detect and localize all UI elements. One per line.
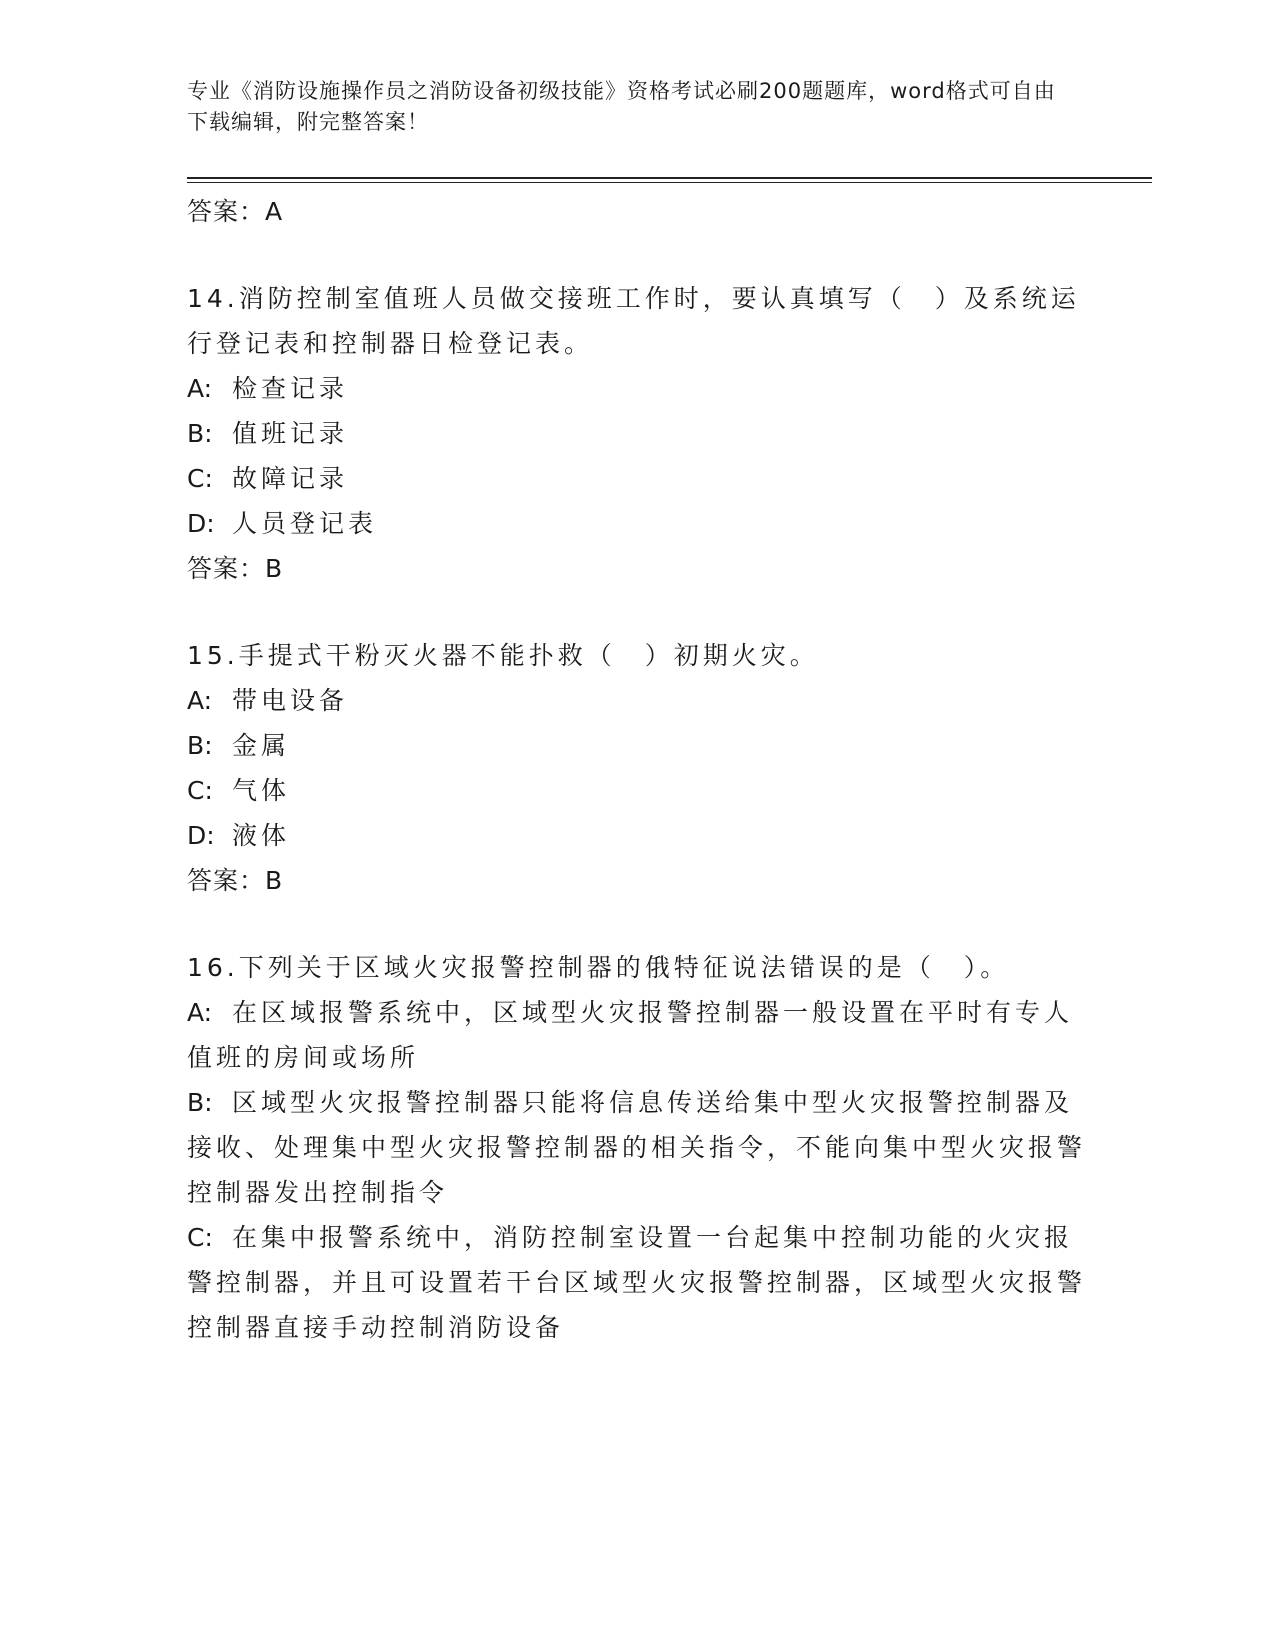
question-16 (187, 945, 1087, 1350)
question-14 (187, 276, 1087, 591)
answer-label: 答案：B (187, 866, 284, 895)
option-c (187, 1215, 1087, 1350)
option-letter: C: (187, 464, 213, 493)
option-text: 故障记录 (232, 464, 349, 493)
question-stem: 15.手提式干粉灭火器不能扑救（ ）初期火灾。 (187, 641, 819, 670)
option-text: 在区域报警系统中，区域型火灾报警控制器一般设置在平时有专人值班的房间或场所 (187, 998, 1074, 1072)
option-d (187, 813, 1087, 858)
option-c (187, 456, 1087, 501)
option-letter: B: (187, 731, 213, 760)
question-stem: 16.下列关于区域火灾报警控制器的俄特征说法错误的是（ ）。 (187, 953, 1010, 982)
option-letter: A: (187, 686, 213, 715)
option-text: 区域型火灾报警控制器只能将信息传送给集中型火灾报警控制器及接收、处理集中型火灾报警控制器的相关指令，不能向集中型火灾报警控制器发出控制指令 (187, 1088, 1087, 1207)
document-header: 专业《消防设施操作员之消防设备初级技能》资格考试必刷200题题库，word格式可自由下载编辑，附完整答案！ (187, 79, 1056, 134)
option-b (187, 411, 1087, 456)
option-a (187, 678, 1087, 723)
header-divider-thick (187, 177, 1152, 179)
option-text: 值班记录 (232, 419, 349, 448)
option-b (187, 723, 1087, 768)
option-letter: C: (187, 1223, 213, 1252)
option-letter: D: (187, 509, 215, 538)
option-text: 金属 (232, 731, 291, 760)
option-c (187, 768, 1087, 813)
option-text: 液体 (232, 821, 291, 850)
question-15 (187, 633, 1087, 903)
option-text: 带电设备 (232, 686, 349, 715)
question-stem: 14.消防控制室值班人员做交接班工作时，要认真填写（ ）及系统运行登记表和控制器日检登记表。 (187, 284, 1080, 358)
option-b (187, 1080, 1087, 1215)
option-text: 在集中报警系统中，消防控制室设置一台起集中控制功能的火灾报警控制器，并且可设置若干台区域型火灾报警控制器，区域型火灾报警控制器直接手动控制消防设备 (187, 1223, 1087, 1342)
header-divider-thin (187, 182, 1152, 183)
option-letter: B: (187, 1088, 213, 1117)
option-letter: A: (187, 374, 213, 403)
option-text: 气体 (232, 776, 291, 805)
option-d (187, 501, 1087, 546)
option-letter: D: (187, 821, 215, 850)
answer-label: 答案：A (187, 197, 284, 226)
option-text: 人员登记表 (232, 509, 378, 538)
option-letter: A: (187, 998, 213, 1027)
option-letter: B: (187, 419, 213, 448)
document-body (187, 189, 1087, 1350)
answer-label: 答案：B (187, 554, 284, 583)
option-letter: C: (187, 776, 213, 805)
option-a (187, 990, 1087, 1080)
option-a (187, 366, 1087, 411)
option-text: 检查记录 (232, 374, 349, 403)
